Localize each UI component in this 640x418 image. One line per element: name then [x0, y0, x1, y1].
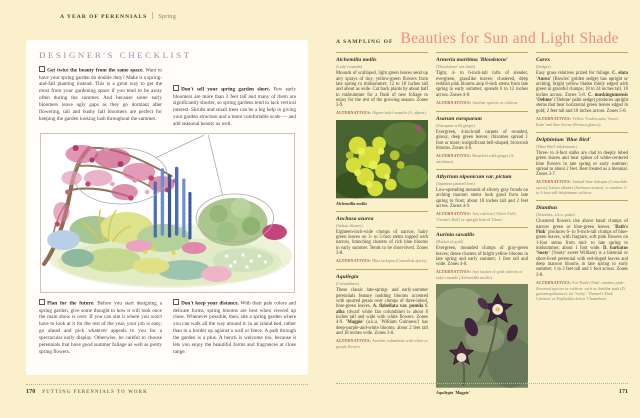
plant-name: Carex	[536, 57, 550, 63]
garden-illustration	[40, 133, 295, 293]
section-label: Spring	[158, 13, 176, 20]
page-title: Beauties for Sun and Light Shade	[400, 30, 619, 47]
plant-description: Evergreen, mounded clumps of gray-green leaves; dense clusters of bright yellow blooms in late spring and early summer; 1 foot tall and wide. Zones 4-8.	[436, 246, 528, 268]
checkbox-icon	[39, 299, 45, 305]
page-number: 170	[26, 388, 36, 395]
entry-divider	[336, 269, 428, 270]
plant-entry-carex	[536, 57, 628, 127]
right-page	[336, 0, 628, 418]
entry-divider	[436, 111, 528, 112]
photo-caption: Aquilegia 'Magpie'	[436, 389, 471, 395]
plant-common-name: (Dianthus, a.k.a. pinks)	[536, 212, 576, 218]
checklist-top-columns	[39, 66, 296, 128]
checklist-item-twice-the-beauty: Get twice the beauty from the same space. Want to have your spring garden do double duty? Make it a spring-and-fall planting instead. This is a great way to get the most from your gardening space if you tend to be away often during the summer. And because some early bloomers leave ugly gaps as they go dormant after flowering, tall and bushy fall bloomers are perfect for keeping the garden looking lush throughout the summer.	[39, 67, 163, 122]
checklist-item-dont-sell-short: Don't sell your spring garden short. Few early bloomers are more than 3 feet tall and many of them are significantly shorter, so spring gardens tend to lack vertical interest. Shrubs and small trees can be a big help in giving your garden structure and a more comfortable scale — and add seasonal beauty as well.	[173, 86, 296, 128]
plant-name: Armeria maritima 'Bloodstone'	[436, 57, 509, 63]
entry-divider	[336, 211, 428, 212]
plant-name: Aquilegia	[336, 274, 359, 281]
plant-name: Asarum europaeum	[436, 115, 482, 122]
checkbox-icon	[173, 299, 179, 305]
checklist-title: DESIGNER'S CHECKLIST	[39, 50, 192, 60]
checklist-panel	[26, 40, 308, 375]
plant-common-name: (Basket of gold)	[436, 239, 464, 245]
plant-alternatives: ALTERNATIVES: Any cultivar ('Silver Falls', 'Ursula's Red') or upright hybrid 'Ghost'.	[436, 210, 518, 222]
plant-description: Low-spreading mounds of silvery gray fronds on arching maroon stems look good from late spring to frost; about 18 inches tall and 2 feet across. Zones 4-9.	[436, 187, 528, 210]
checklist-item-text: Before you start designing a spring garden, give some thought to how it will look once the main show is over. If you can site it where you won't have to look at it for the rest of the year, your job is easy; go ahead and pick whatever appeals to you for a spectacular early display. Otherwise, be careful to choose perennials that have good summer foliage as well as pretty spring flowers.	[39, 300, 162, 355]
running-header	[60, 11, 176, 20]
plant-entry-dianthus	[536, 205, 628, 301]
plant-entry-delphinium	[536, 137, 628, 196]
plant-name: Aurinia saxatilis	[436, 231, 475, 238]
left-page-footer	[26, 384, 308, 395]
plant-common-name: ('Bloodstone' sea thrift)	[436, 64, 476, 70]
book-title: A YEAR OF PERENNIALS	[60, 14, 148, 20]
footer-dotted-rule	[336, 383, 628, 384]
plant-columns	[336, 52, 628, 398]
header-divider	[152, 12, 153, 19]
plant-column-2	[436, 52, 528, 398]
plant-common-name: (Japanese painted fern)	[436, 180, 475, 186]
plant-common-name: (Italian alkanet)	[336, 222, 363, 228]
blue-flower-patch	[47, 230, 80, 250]
plant-description: Eighteen-inch-wide clumps of narrow, hairy green leaves on 3- to 5-foot stems topped with narrow, branching clusters of rich blue blooms in early summer. Tends to be short-lived. Zones 3-8.	[336, 229, 428, 257]
plant-alternatives: ALTERNATIVES: For 'Bath's Pink': another pink-flowered species or cultivar, such as cheddar pink (D. gratianopolitanus); for 'Sooty': 'Dunnet's Dark Crimson' or Euphorbia dulcis 'Chameleon'.	[536, 279, 626, 301]
plant-common-name: (Lady's mantle)	[336, 64, 363, 70]
plant-alternatives: ALTERNATIVES: Heartleaf wild ginger (A. arifolium).	[436, 152, 515, 164]
plant-entry-athyrium	[436, 174, 528, 222]
plant-description: Clustered flowers rise above basal clumps of narrow green or blue-green leaves. 'Bath's Pink' produces 6- to 9-inch-tall clumps of blue-green leaves, with fragrant, soft pink flowers on 1-foot stems from mid- to late spring to midsummer; about 1 foot wide. D. barbatus 'Sooty' ('Sooty' sweet William) is a biennial or short-lived perennial with red-tinged leaves and deep maroon blooms in late spring to early summer; 1 to 2 feet tall and 1 foot across. Zones 3-8.	[536, 219, 628, 278]
entry-divider	[436, 169, 528, 170]
plant-column-3	[536, 52, 628, 398]
plant-name: Athyrium niponicum var. pictum	[436, 173, 512, 180]
plant-name: Dianthus	[536, 205, 558, 212]
checklist-bottom-columns	[39, 299, 296, 356]
entry-divider	[536, 132, 628, 133]
checklist-item-text: Few early bloomers are more than 3 feet tall and many of them are significantly shorter, so spring gardens tend to lack vertical interest. Shrubs and small trees can be a big help in giving your garden structure and a more comfortable scale — and add seasonal beauty as well.	[173, 86, 296, 128]
plant-entry-alchemilla	[336, 57, 428, 116]
garden-illustration-svg	[41, 134, 294, 292]
plant-name: Alchemilla mollis	[336, 57, 377, 63]
plant-alternatives: ALTERNATIVES: Alpine lady's mantle (A. alpina).	[336, 110, 427, 116]
checkbox-icon	[173, 85, 179, 91]
checklist-item-text: With their pale colors and delicate forms, spring blooms are best when viewed up close. Whenever possible, then, site a spring garden where you can walk all the way around it: in an island bed, rather than in a border up against a wall or fence. A path through the garden is a plus. A bench is welcome too, because it lets you enjoy the beautiful forms and fragrances at close range.	[173, 300, 296, 355]
plant-alternatives: ALTERNATIVES: Another columbine with white or purple flowers.	[336, 337, 428, 349]
plant-entry-asarum	[436, 116, 528, 164]
checklist-item-dont-keep-distance: Don't keep your distance. With their pale colors and delicate forms, spring blooms are best when viewed up close. Whenever possible, then, site a spring garden where you can walk all the way around it: in an island bed, rather than in a border up against a wall or fence. A path through the garden is a plus. A bench is welcome too, because it lets you enjoy the beautiful forms and fragrances at close range.	[173, 300, 296, 355]
plant-description: Three- to 4-foot stalks are clad in deeply lobed green leaves and bear spikes of white-centered blue flowers in late spring or early summer; spread to about 2 feet. Best treated as a biennial. Zones 3-7.	[536, 150, 628, 178]
plant-entry-armeria	[436, 57, 528, 106]
alchemilla-photo	[336, 120, 428, 198]
plant-entry-aurinia	[436, 232, 528, 280]
entry-divider	[436, 227, 528, 228]
sampling-title-row	[336, 30, 628, 48]
plant-name: Anchusa azurea	[336, 215, 374, 222]
plant-name: Delphinium 'Blue Bird'	[536, 136, 591, 143]
plant-description: Evergreen, 4-inch-tall carpets of rounded, glossy, deep green leaves; rhizomes spread 1 foot or more; insignificant bell-shaped, brownish blooms. Zones 4-8.	[436, 129, 528, 151]
plant-common-name: (Columbines)	[336, 281, 360, 287]
plant-entry-anchusa	[336, 216, 428, 265]
checklist-item-plan-future: Plan for the future. Before you start designing a spring garden, give some thought to how it will look once the main show is over. If you can site it where you won't have to look at it for the rest of the year, your job is easy; go ahead and pick whatever appeals to you for a spectacular early display. Otherwise, be careful to choose perennials that have good summer foliage as well as pretty spring flowers.	[39, 300, 162, 355]
plant-alternatives: ALTERNATIVES: Any basket of gold cultivar or lady's mantle (Alchemilla mollis).	[436, 269, 523, 281]
plant-entry-aquilegia	[336, 274, 428, 349]
page-number: 171	[618, 388, 628, 395]
footer-section-text: PUTTING PERENNIALS TO WORK	[42, 390, 148, 395]
plant-description: Tight, 4- to 6-inch-tall tufts of slender, evergreen, grasslike leaves; clustered, deep reddish pink blooms atop 8-inch stems from late spring to early summer; spreads 6 to 12 inches across. Zones 4-8.	[436, 71, 528, 98]
shrub	[198, 198, 267, 246]
checkbox-icon	[39, 66, 45, 72]
plant-alternatives: ALTERNATIVES: Annual blue larkspur (Consolida ajacis), Italian alkanet (Anchusa azurea), or another 3- to 4-foot-tall delphinium cultivar.	[536, 179, 628, 196]
photo-caption: Alchemilla mollis	[336, 200, 368, 206]
aquilegia-magpie-photo	[436, 284, 528, 388]
plant-column-1	[336, 52, 428, 398]
plant-alternatives: ALTERNATIVES: Blue larkspur (Consolida ajacis).	[336, 258, 428, 264]
plant-alternatives: ALTERNATIVES: Another species or cultivar.	[436, 99, 519, 105]
sampling-eyebrow: A SAMPLING OF	[336, 39, 394, 45]
plant-description: Mounds of scalloped, light green leaves send up airy sprays of tiny, yellow-green flowers from late spring to midsummer; 12 to 18 inches tall and about as wide. Cut back plants by about half in midsummer for a flush of new foliage to enjoy for the rest of the growing season. Zones 3-9.	[336, 71, 428, 109]
entry-divider	[536, 200, 628, 201]
checklist-item-text: Want to have your spring garden do double duty? Make it a spring-and-fall planting instead. This is a great way to get the most from your gardening space if you tend to be away often during the summer. And because some early bloomers leave ugly gaps as they go dormant after flowering, tall and bushy fall bloomers are perfect for keeping the garden looking lush throughout the summer.	[39, 67, 163, 122]
plant-common-name: ('Blue Bird' delphinium)	[536, 143, 577, 149]
plant-description: Easy grass relatives prized for foliage. C. elata 'Aurea' (Bowles' golden sedge) has upright or arching, bright yellow blades thinly edged with green in graceful clumps; 18 to 24 inches tall, 18 inches across. Zones 5-8. C. muskingumensis 'Oehme' ('Oehme' palm sedge) produces upright stems that bear horizontal green leaves edged in gold; 2 feet tall and 18 inches across. Zones 5-8.	[536, 71, 628, 114]
footer-dotted-rule	[26, 384, 308, 385]
right-page-footer	[336, 383, 628, 395]
plant-description: These classic late-spring- and early-summer perennials feature nodding blooms accented with spurred petals over clumps of three-lobed, blue-green leaves. A. flabellata var. pumila f. alba (dwarf white fan columbine) is about 8 inches tall and wide with white flowers. Zones 4-9. 'Magpie' (a.k.a. 'William Guinness') has deep-purple-and-white blooms; about 2 feet tall and 18 inches wide. Zones 3-8.	[336, 288, 429, 337]
plant-common-name: (Sedges)	[536, 64, 551, 70]
plant-alternatives: ALTERNATIVES: Yellow Tradescantia 'Sweet Kate' and blue fescue (Festuca glauca).	[536, 115, 619, 127]
plant-common-name: (European wild ginger)	[436, 122, 476, 128]
